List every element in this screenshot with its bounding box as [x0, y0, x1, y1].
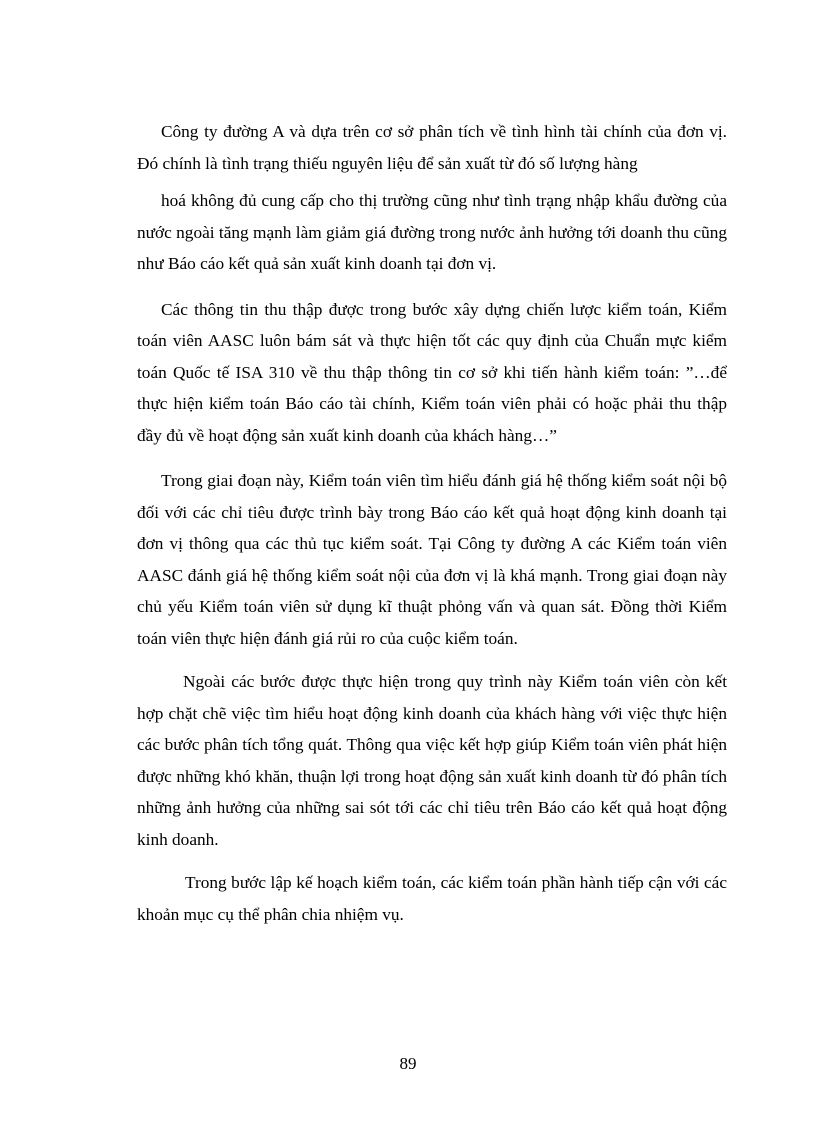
paragraph-3: Các thông tin thu thập được trong bước xây dựng chiến lược kiểm toán, Kiểm toán viên AASC luôn bám sát và thực hiện tốt các quy định của Chuẩn mực kiểm toán Quốc tế ISA 310 về thu thập thông tin cơ sở khi tiến hành kiểm toán: ”…để thực hiện kiểm toán Báo cáo tài chính, Kiểm toán viên phải có hoặc phải thu thập đầy đủ về hoạt động sản xuất kinh doanh của khách hàng…” [137, 299, 727, 445]
document-body [137, 116, 727, 930]
paragraph-6: Trong bước lập kế hoạch kiểm toán, các kiểm toán phần hành tiếp cận với các khoản mục cụ thể phân chia nhiệm vụ. [137, 873, 727, 924]
page-number: 89 [399, 1054, 417, 1073]
paragraph-2: hoá không đủ cung cấp cho thị trường cũng như tình trạng nhập khẩu đường của nước ngoài tăng mạnh làm giảm giá đường trong nước ảnh hưởng tới doanh thu cũng như Báo cáo kết quả sản xuất kinh doanh tại đơn vị. [137, 191, 727, 273]
paragraph-4: Trong giai đoạn này, Kiểm toán viên tìm hiểu đánh giá hệ thống kiểm soát nội bộ đối với các chỉ tiêu được trình bày trong Báo cáo kết quả hoạt động kinh doanh tại đơn vị thông qua các thủ tục kiểm soát. Tại Công ty đường A các Kiểm toán viên AASC đánh giá hệ thống kiểm soát nội của đơn vị là khá mạnh. Trong giai đoạn này chủ yếu Kiểm toán viên sử dụng kĩ thuật phỏng vấn và quan sát. Đồng thời Kiểm toán viên thực hiện đánh giá rủi ro của cuộc kiểm toán. [137, 471, 727, 648]
paragraph-1: Công ty đường A và dựa trên cơ sở phân tích về tình hình tài chính của đơn vị. Đó chính là tình trạng thiếu nguyên liệu để sản xuất từ đó số lượng hàng [137, 122, 727, 173]
paragraph-5: Ngoài các bước được thực hiện trong quy trình này Kiểm toán viên còn kết hợp chặt chẽ việc tìm hiểu hoạt động kinh doanh của khách hàng với việc thực hiện các bước phân tích tổng quát. Thông qua việc kết hợp giúp Kiểm toán viên phát hiện được những khó khăn, thuận lợi trong hoạt động sản xuất kinh doanh từ đó phân tích những ảnh hưởng của những sai sót tới các chỉ tiêu trên Báo cáo kết quả hoạt động kinh doanh. [137, 672, 727, 849]
